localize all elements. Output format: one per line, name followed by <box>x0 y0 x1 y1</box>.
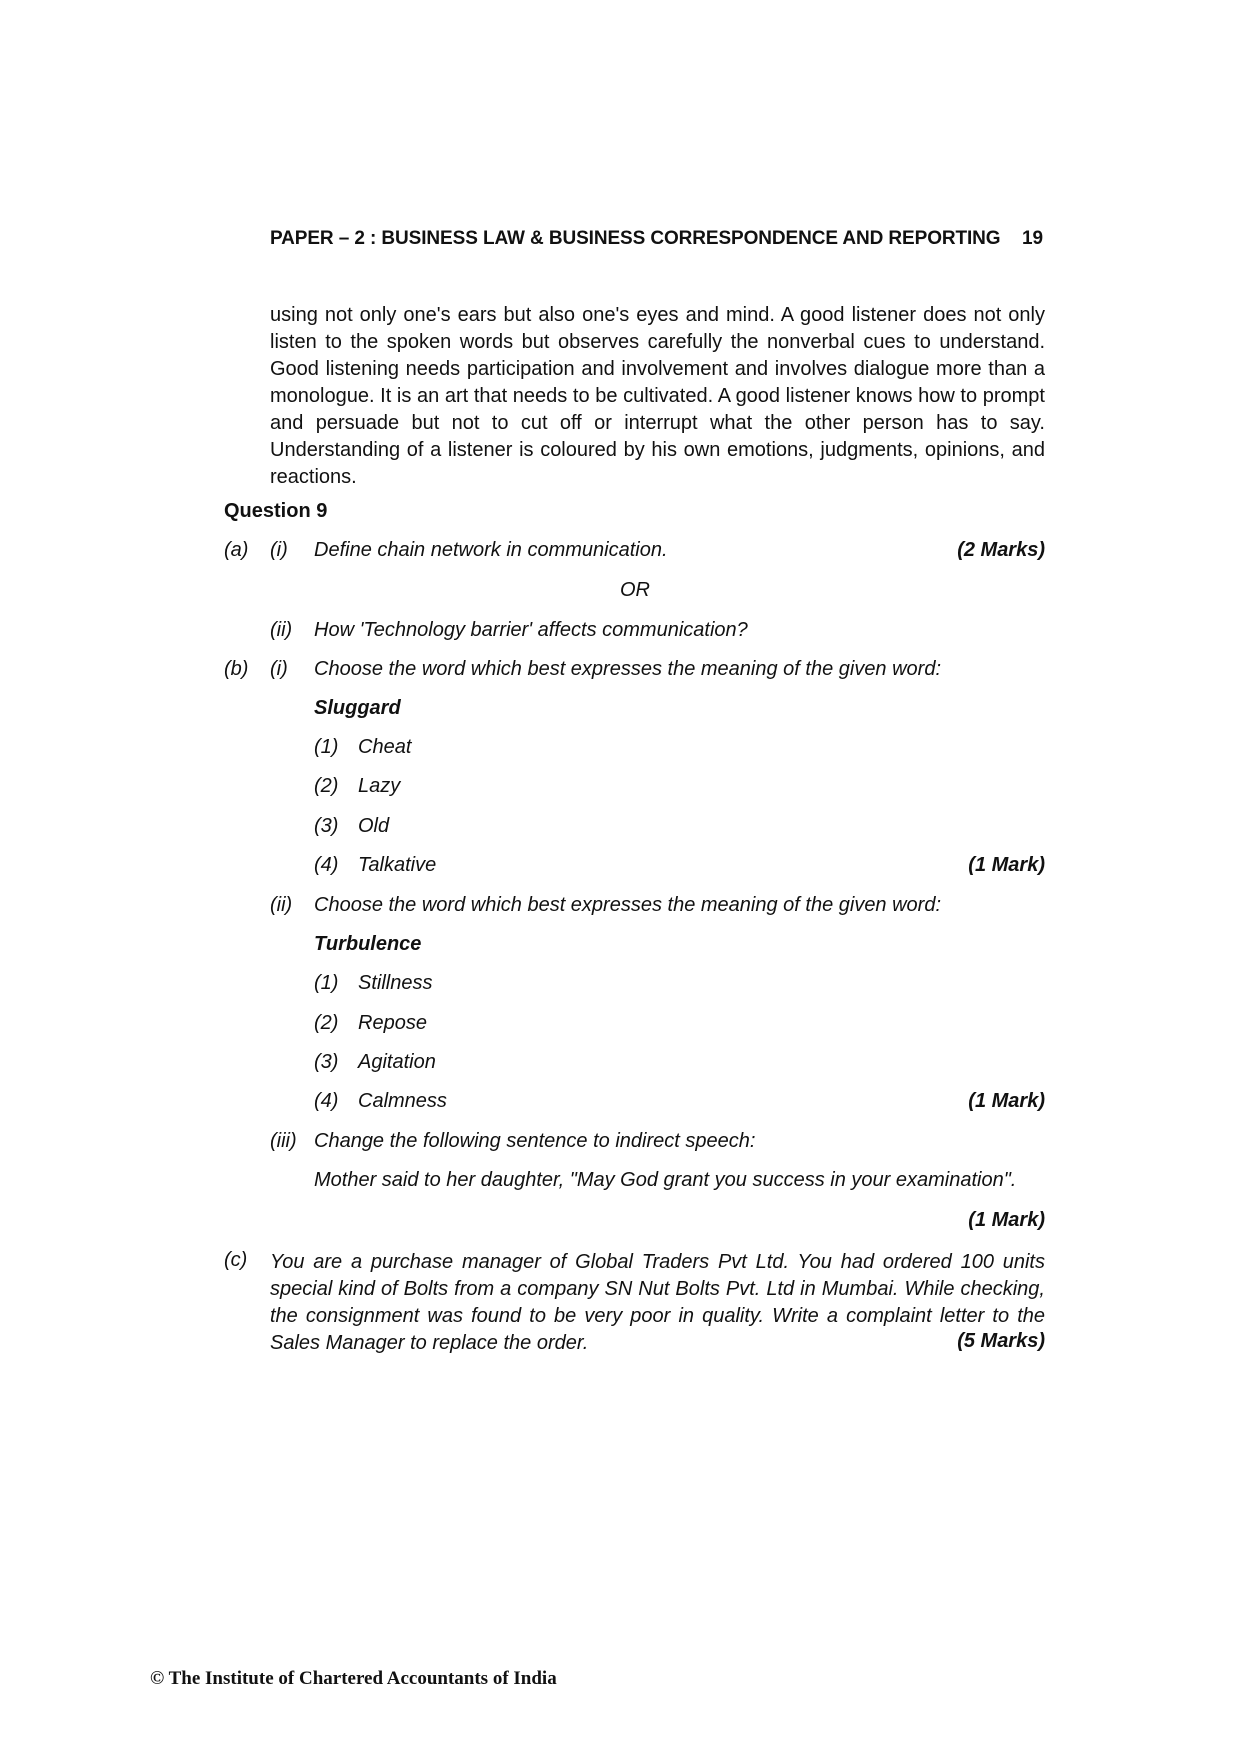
part-b-iii-marks: (1 Mark) <box>968 1209 1045 1231</box>
part-c-marks: (5 Marks) <box>957 1330 1045 1352</box>
option-text: Old <box>358 815 390 837</box>
part-b-iii-sentence: Mother said to her daughter, "May God grant you success in your examination". <box>314 1169 1017 1191</box>
intro-line: Understanding of a listener is coloured by his own emotions, judgments, opinions, and <box>270 439 1045 461</box>
option-number: (4) <box>314 1090 339 1112</box>
option-text: Talkative <box>358 854 437 876</box>
part-b-ii-label: (ii) <box>270 894 293 916</box>
option-number: (3) <box>314 1051 339 1073</box>
part-a-i-marks: (2 Marks) <box>957 539 1045 561</box>
part-b-i-text: Choose the word which best expresses the meaning of the given word: <box>314 658 942 680</box>
part-b-i-marks: (1 Mark) <box>968 854 1045 876</box>
page-header-title: PAPER – 2 : BUSINESS LAW & BUSINESS CORRESPONDENCE AND REPORTING <box>270 228 1001 249</box>
question-title: Question 9 <box>224 500 328 522</box>
option-text: Cheat <box>358 736 412 758</box>
page-number: 19 <box>1022 228 1043 249</box>
part-b-label: (b) <box>224 658 249 680</box>
page-footer: © The Institute of Chartered Accountants of India <box>150 1668 557 1689</box>
option-text: Agitation <box>358 1051 436 1073</box>
part-c-line: You are a purchase manager of Global Traders Pvt Ltd. You had ordered 100 units <box>270 1251 1045 1273</box>
part-b-i-word: Sluggard <box>314 697 401 719</box>
option-number: (1) <box>314 736 339 758</box>
or-separator: OR <box>620 579 650 601</box>
part-a-i-label: (i) <box>270 539 288 561</box>
part-a-ii-label: (ii) <box>270 619 293 641</box>
part-c-label: (c) <box>224 1249 248 1271</box>
part-b-ii-text: Choose the word which best expresses the meaning of the given word: <box>314 894 942 916</box>
part-c-line: Sales Manager to replace the order. <box>270 1332 589 1354</box>
option-text: Stillness <box>358 972 433 994</box>
part-b-iii-text: Change the following sentence to indirect speech: <box>314 1130 756 1152</box>
part-a-label: (a) <box>224 539 249 561</box>
option-number: (2) <box>314 1012 339 1034</box>
option-text: Calmness <box>358 1090 447 1112</box>
option-text: Lazy <box>358 775 401 797</box>
intro-line: reactions. <box>270 466 357 488</box>
part-b-ii-word: Turbulence <box>314 933 422 955</box>
option-number: (4) <box>314 854 339 876</box>
intro-paragraph <box>270 302 1045 491</box>
intro-line: using not only one's ears but also one's eyes and mind. A good listener does not only <box>270 304 1045 326</box>
intro-line: monologue. It is an art that needs to be cultivated. A good listener knows how to prompt <box>270 385 1045 407</box>
option-text: Repose <box>358 1012 427 1034</box>
option-number: (2) <box>314 775 339 797</box>
intro-line: Good listening needs participation and involvement and involves dialogue more than a <box>270 358 1045 380</box>
intro-line: listen to the spoken words but observes carefully the nonverbal cues to understand. <box>270 331 1045 353</box>
part-c-line: special kind of Bolts from a company SN Nut Bolts Pvt. Ltd in Mumbai. While checking, <box>270 1278 1045 1300</box>
part-b-ii-marks: (1 Mark) <box>968 1090 1045 1112</box>
part-b-i-label: (i) <box>270 658 288 680</box>
option-number: (1) <box>314 972 339 994</box>
part-b-iii-label: (iii) <box>270 1130 297 1152</box>
part-c-line: the consignment was found to be very poor in quality. Write a complaint letter to the <box>270 1305 1045 1327</box>
part-a-i-text: Define chain network in communication. <box>314 539 668 561</box>
part-a-ii-text: How 'Technology barrier' affects communication? <box>314 619 748 641</box>
option-number: (3) <box>314 815 339 837</box>
part-c-paragraph <box>270 1249 1045 1357</box>
intro-line: and persuade but not to cut off or interrupt what the other person has to say. <box>270 412 1045 434</box>
